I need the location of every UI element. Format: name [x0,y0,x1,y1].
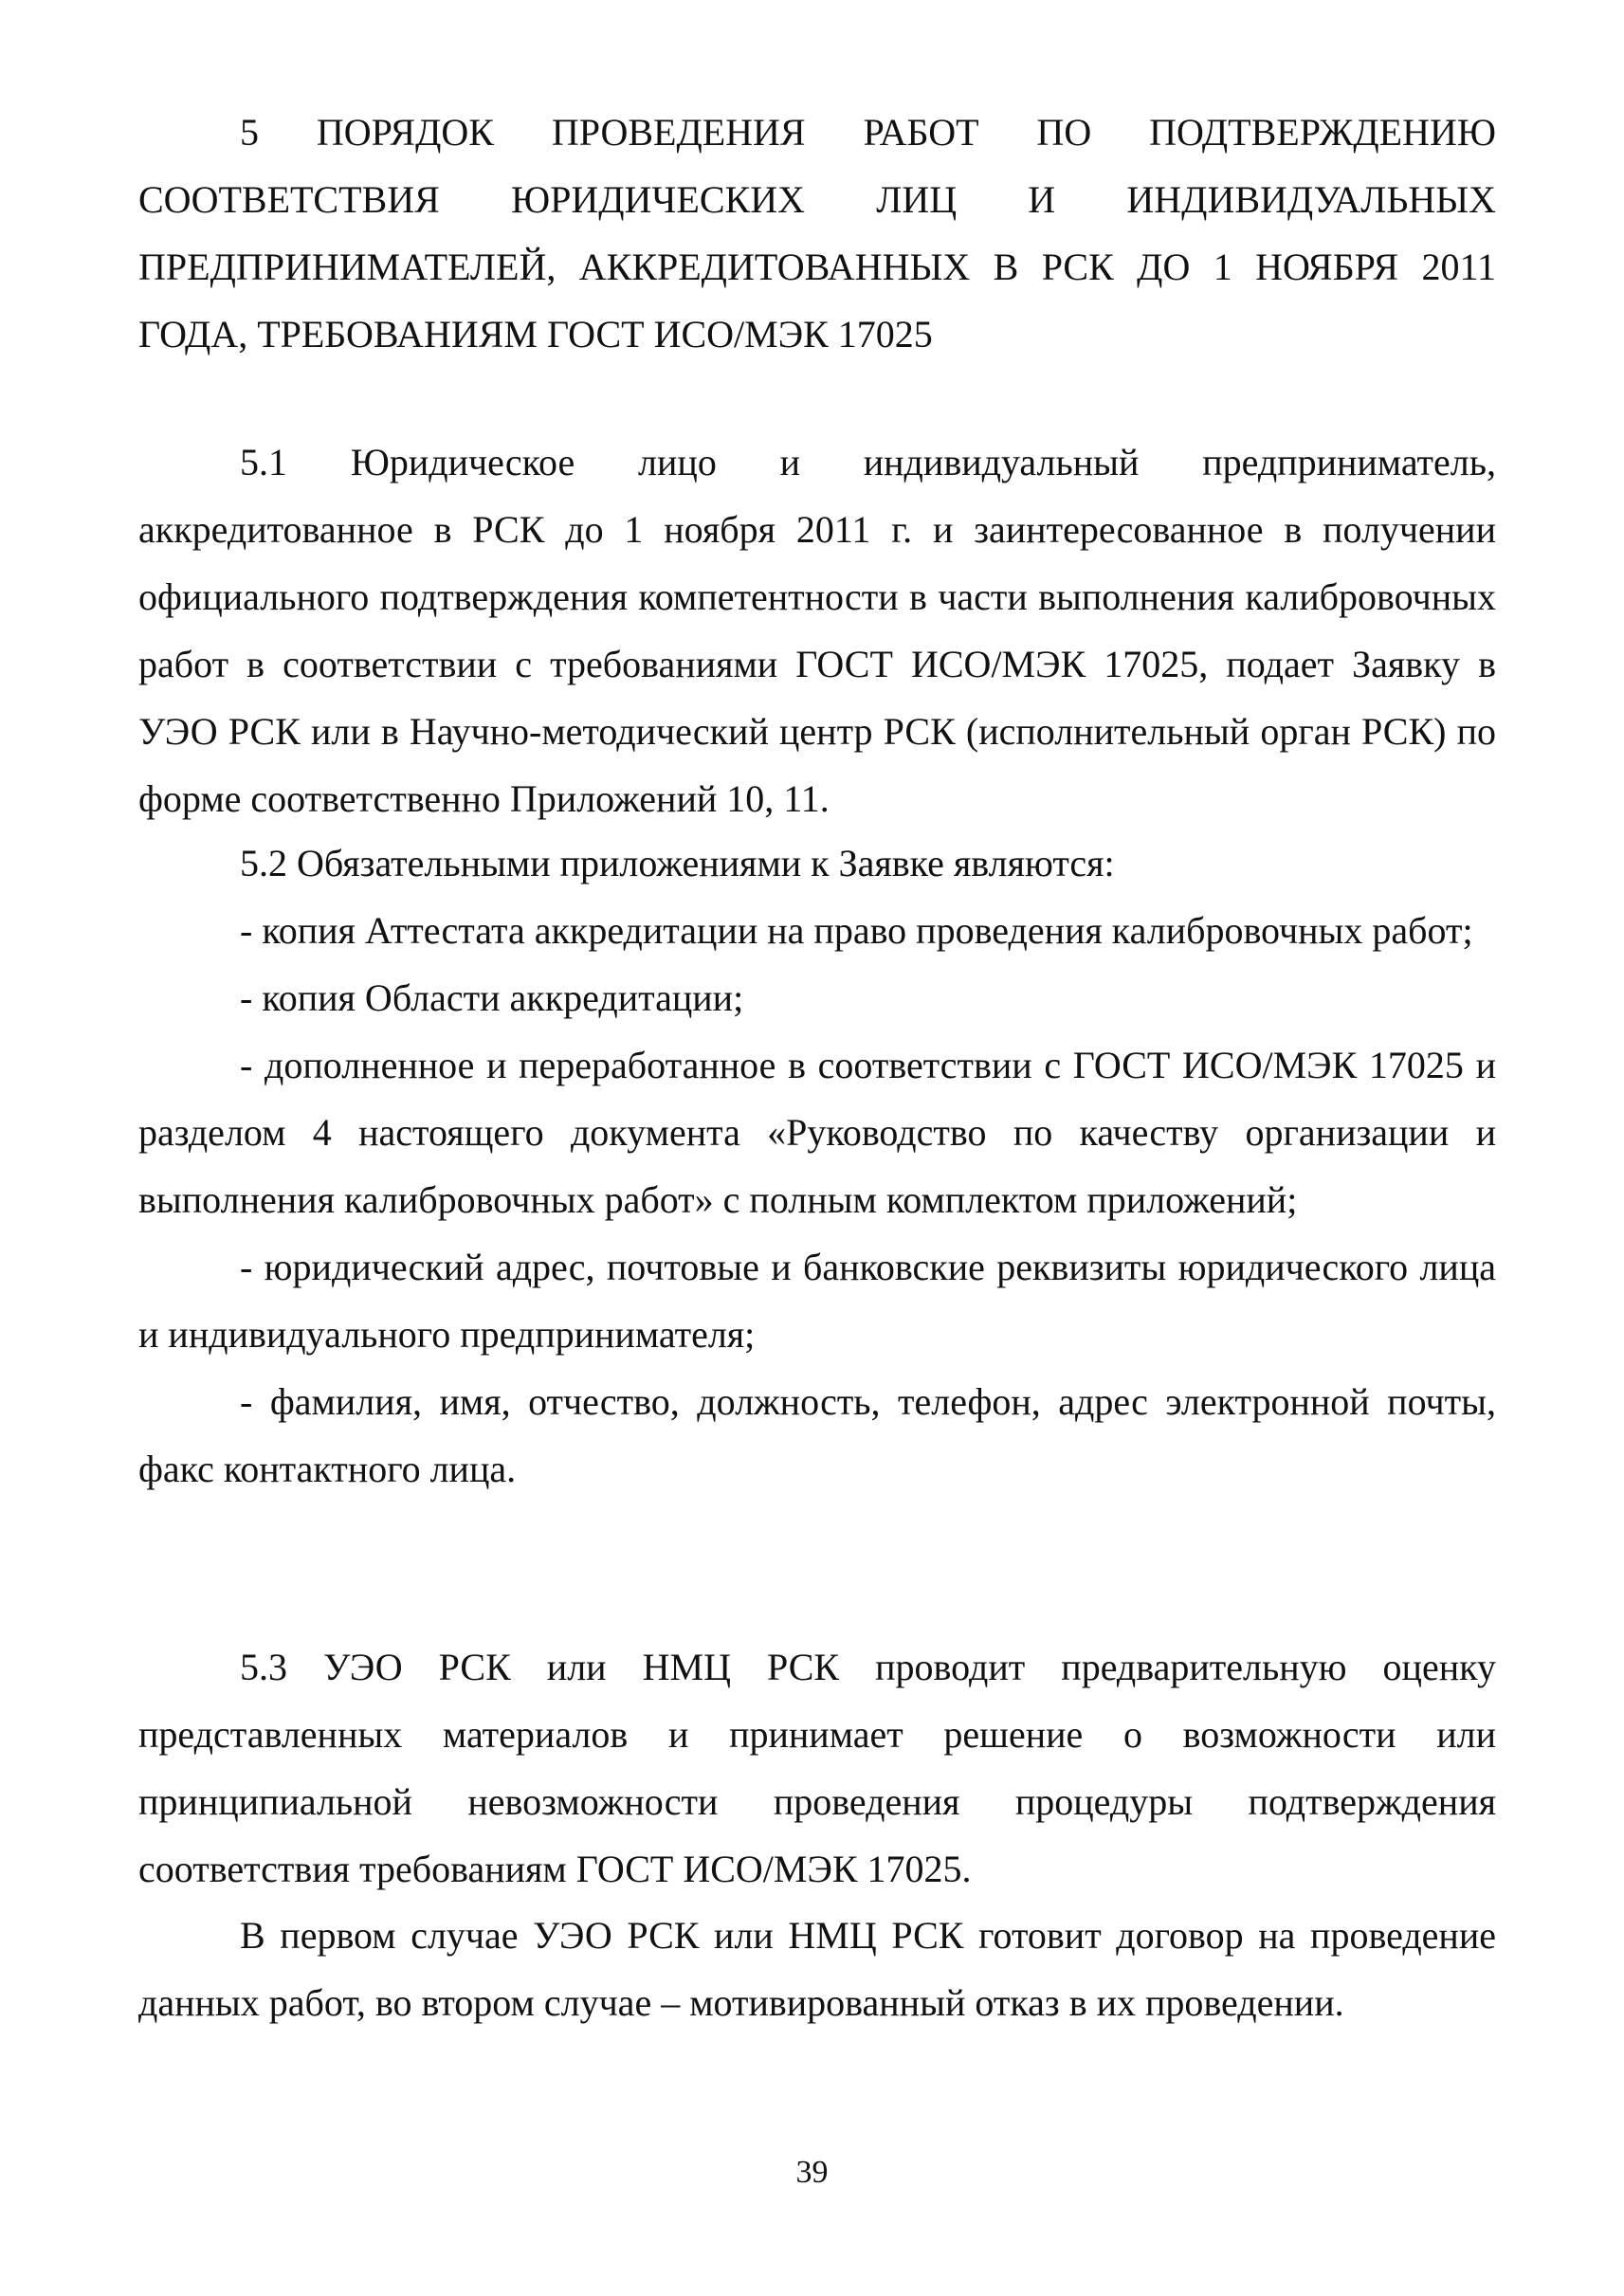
list-item: - копия Области аккредитации; [240,976,744,1019]
list-item: - дополненное и переработанное в соответствии с ГОСТ ИСО/МЭК 17025 и разделом 4 настоящего документа «Руководство по качеству организации и выполнения калибровочных работ» с полным комплектом приложений; [138,1044,1496,1221]
paragraph-final-text: В первом случае УЭО РСК или НМЦ РСК готовит договор на проведение данных работ, во втором случае – мотивированный отказ в их проведении. [138,1914,1496,2024]
paragraph-5-1-text: 5.1 Юридическое лицо и индивидуальный предприниматель, аккредитованное в РСК до 1 ноября 2011 г. и заинтересованное в получении официального подтверждения компетентности в части выполнения калибровочных работ в соответствии с требованиями ГОСТ ИСО/МЭК 17025, подает Заявку в УЭО РСК или в Научно-методический центр РСК (исполнительный орган РСК) по форме соответственно Приложений 10, 11. [138,441,1496,820]
page-number: 39 [795,2155,829,2190]
paragraph-5-2-intro: 5.2 Обязательными приложениями к Заявке являются: [240,842,1115,884]
paragraph-final [138,1902,1496,2036]
list-item: - копия Аттестата аккредитации на право проведения калибровочных работ; [240,909,1473,952]
list-item: - фамилия, имя, отчество, должность, телефон, адрес электронной почты, факс контактного лица. [138,1380,1496,1490]
paragraph-5-1 [138,428,1496,832]
list-item: - юридический адрес, почтовые и банковские реквизиты юридического лица и индивидуального предпринимателя; [138,1246,1496,1356]
section-heading: 5 ПОРЯДОК ПРОВЕДЕНИЯ РАБОТ ПО ПОДТВЕРЖДЕНИЮ СООТВЕТСТВИЯ ЮРИДИЧЕСКИХ ЛИЦ И ИНДИВИДУАЛЬНЫХ ПРЕДПРИНИМАТЕЛЕЙ, АККРЕДИТОВАННЫХ В РСК ДО 1 НОЯБРЯ 2011 ГОДА, ТРЕБОВАНИЯМ ГОСТ ИСО/МЭК 17025 [138,111,1496,355]
paragraph-5-3 [138,1633,1496,1903]
paragraph-5-3-text: 5.3 УЭО РСК или НМЦ РСК проводит предварительную оценку представленных материалов и принимает решение о возможности или принципиальной невозможности проведения процедуры подтверждения соответствия требованиям ГОСТ ИСО/МЭК 17025. [138,1646,1496,1890]
paragraph-5-2 [138,829,1496,1503]
